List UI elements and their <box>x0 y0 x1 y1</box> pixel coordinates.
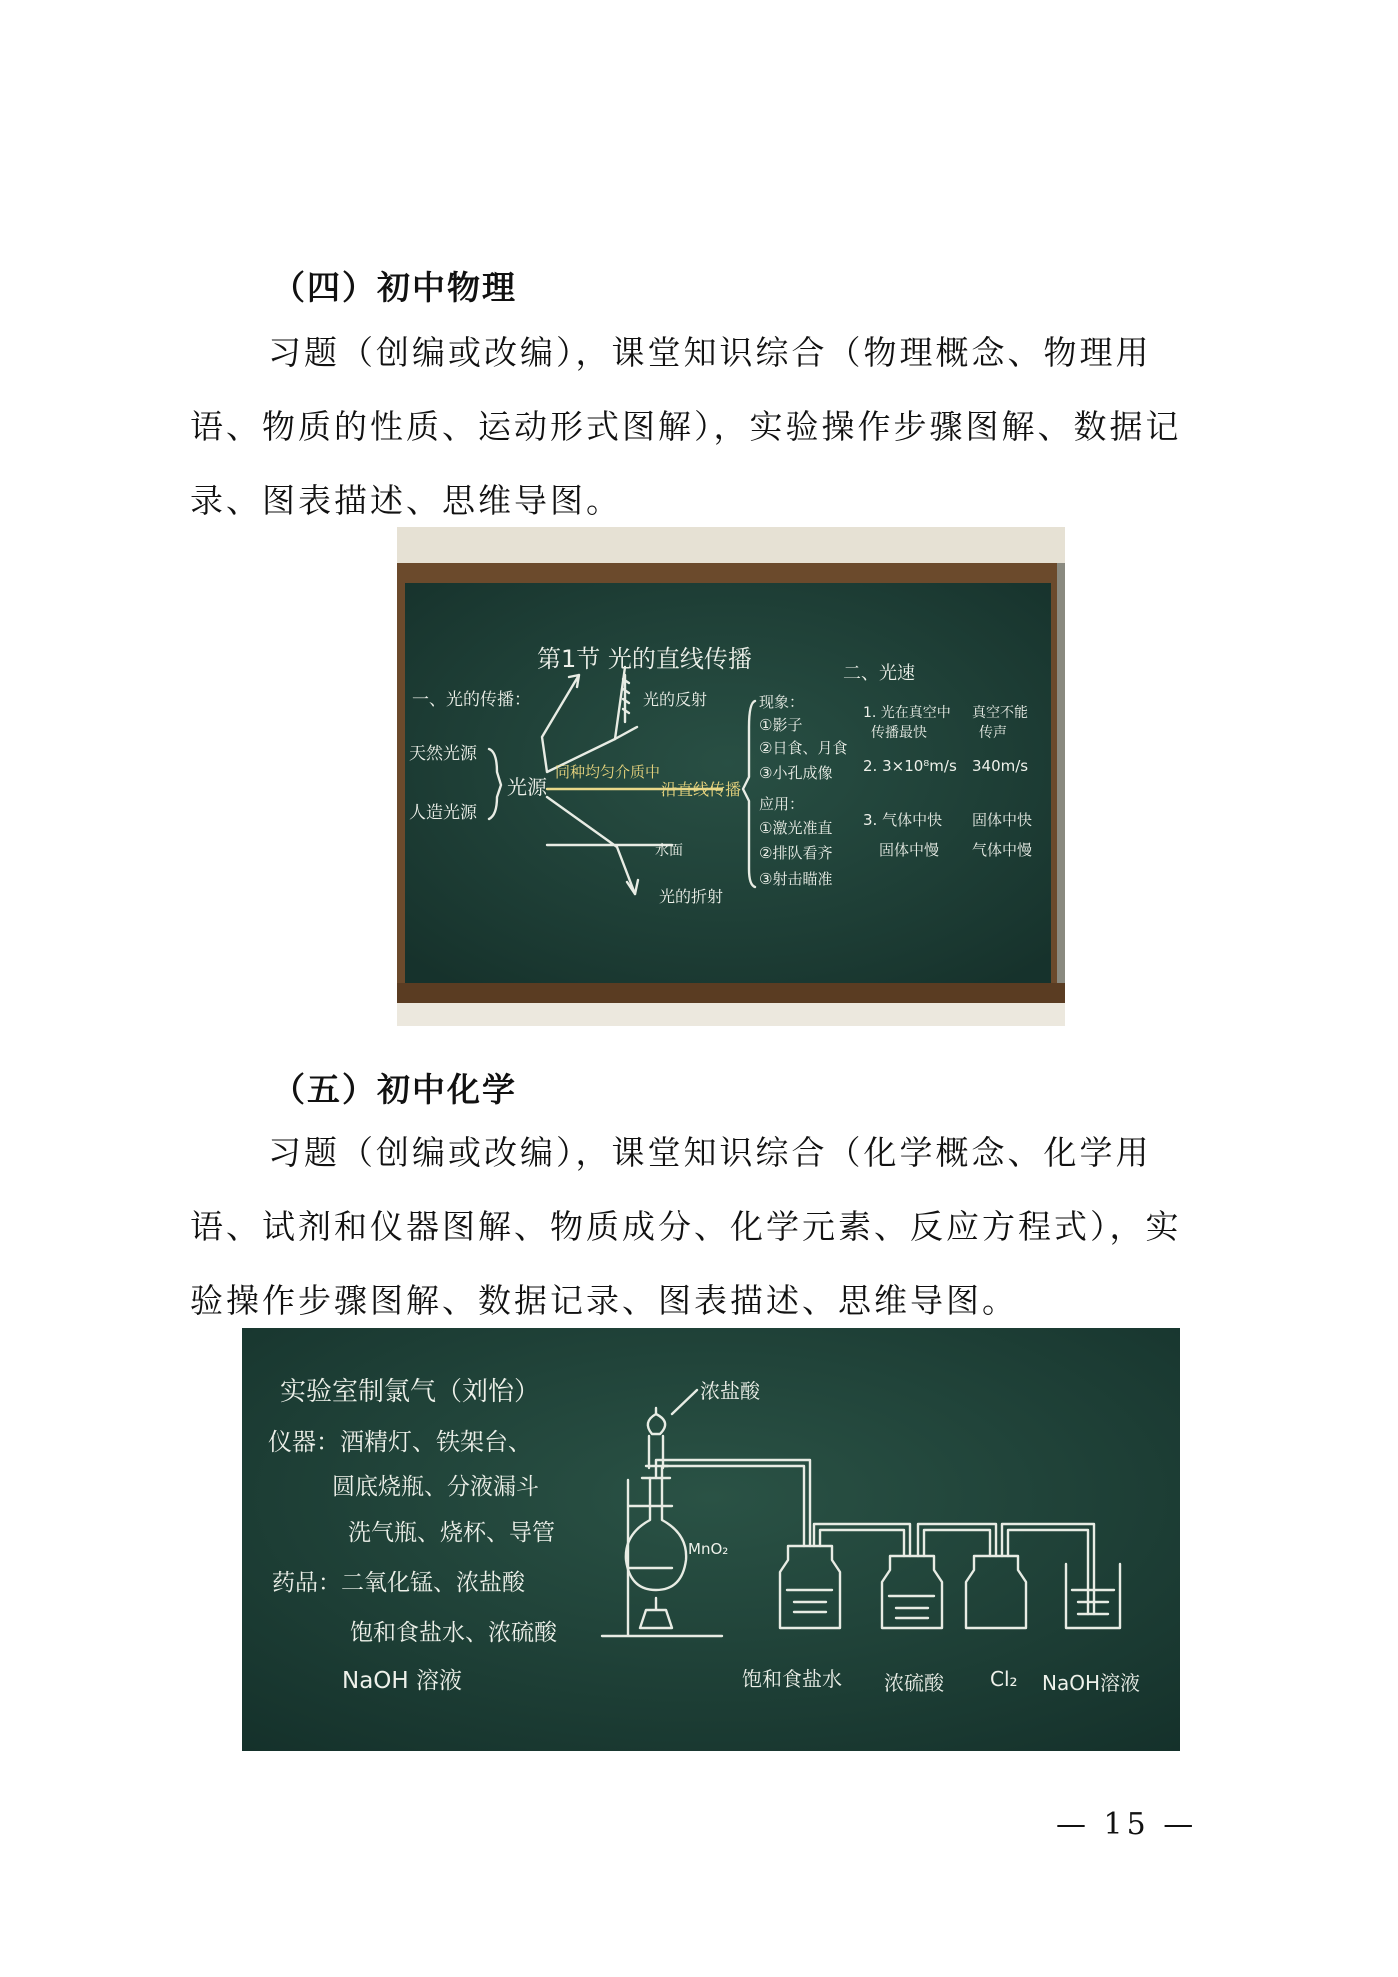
chemistry-paragraph-text: 习题（创编或改编），课堂知识综合（化学概念、化学用语、试剂和仪器图解、物质成分、化学元素、反应方程式），实验操作步骤图解、数据记录、图表描述、思维导图。 <box>190 1133 1182 1320</box>
section-heading-chemistry: （五）初中化学 <box>272 1070 517 1109</box>
phenomena-2: ②日食、月食 <box>759 739 848 757</box>
bottle-label-0: 饱和食盐水 <box>742 1667 842 1691</box>
chemistry-blackboard <box>242 1328 1180 1751</box>
board1-source: 光源 <box>507 775 547 799</box>
applications-2: ②排队看齐 <box>759 844 833 862</box>
chem-line-4: 药品：二氧化锰、浓盐酸 <box>272 1570 525 1596</box>
chem-line-6: NaOH 溶液 <box>342 1668 463 1694</box>
bottle-label-1: 浓硫酸 <box>884 1671 944 1695</box>
speed-r1-c0: 传播最快 <box>871 725 927 741</box>
chem-line-0: 实验室制氯气（刘怡） <box>280 1377 541 1407</box>
chem-line-5: 饱和食盐水、浓硫酸 <box>350 1620 557 1646</box>
board1-refraction: 光的折射 <box>659 887 724 906</box>
speed-r4-c0: 固体中慢 <box>879 841 940 859</box>
speed-r1-c1: 传声 <box>979 725 1007 741</box>
chem-line-3: 洗气瓶、烧杯、导管 <box>348 1520 555 1546</box>
physics-blackboard-photo <box>397 527 1065 1026</box>
speed-r4-c1: 气体中慢 <box>972 841 1033 859</box>
applications-3: ③射击瞄准 <box>759 870 833 888</box>
board1-title: 第1节 光的直线传播 <box>537 645 752 673</box>
phenomena-0: 现象： <box>759 693 805 711</box>
board1-part2: 二、光速 <box>843 663 915 684</box>
chemistry-blackboard-photo <box>242 1328 1180 1751</box>
board1-reflection: 光的反射 <box>643 690 708 709</box>
phenomena-1: ①影子 <box>759 716 803 734</box>
speed-r3-c1: 固体中快 <box>972 811 1033 829</box>
section-heading-physics: （四）初中物理 <box>272 268 517 307</box>
board1-natural: 天然光源 <box>409 744 477 764</box>
applications-0: 应用： <box>759 795 805 813</box>
speed-r0-c1: 真空不能 <box>972 705 1028 721</box>
section-paragraph-chemistry <box>190 1116 1200 1338</box>
chem-line-2: 圆底烧瓶、分液漏斗 <box>332 1474 539 1500</box>
physics-blackboard <box>397 527 1065 1026</box>
board1-artificial: 人造光源 <box>409 803 477 823</box>
funnel-label: 浓盐酸 <box>700 1379 760 1403</box>
mno2-label: MnO₂ <box>688 1540 729 1558</box>
page-number: — 15 — <box>1056 1807 1198 1842</box>
speed-r2-c1: 340m/s <box>972 757 1029 775</box>
board1-straight: 沿直线传播 <box>661 780 742 799</box>
section-paragraph-physics <box>190 316 1200 538</box>
board1-water: 水面 <box>655 843 683 859</box>
bottle-label-2: Cl₂ <box>990 1667 1018 1691</box>
board1-medium: 同种均匀介质中 <box>555 763 661 781</box>
chem-line-1: 仪器：酒精灯、铁架台、 <box>268 1428 532 1456</box>
speed-r0-c0: 1. 光在真空中 <box>863 705 951 721</box>
applications-1: ①激光准直 <box>759 819 833 837</box>
physics-paragraph-text: 习题（创编或改编），课堂知识综合（物理概念、物理用语、物质的性质、运动形式图解），实验操作步骤图解、数据记录、图表描述、思维导图。 <box>190 333 1182 520</box>
speed-r3-c0: 3. 气体中快 <box>863 811 943 829</box>
bottle-label-3: NaOH溶液 <box>1042 1671 1140 1695</box>
board1-part1: 一、光的传播： <box>412 690 531 710</box>
speed-r2-c0: 2. 3×10⁸m/s <box>863 757 957 775</box>
phenomena-3: ③小孔成像 <box>759 764 833 782</box>
